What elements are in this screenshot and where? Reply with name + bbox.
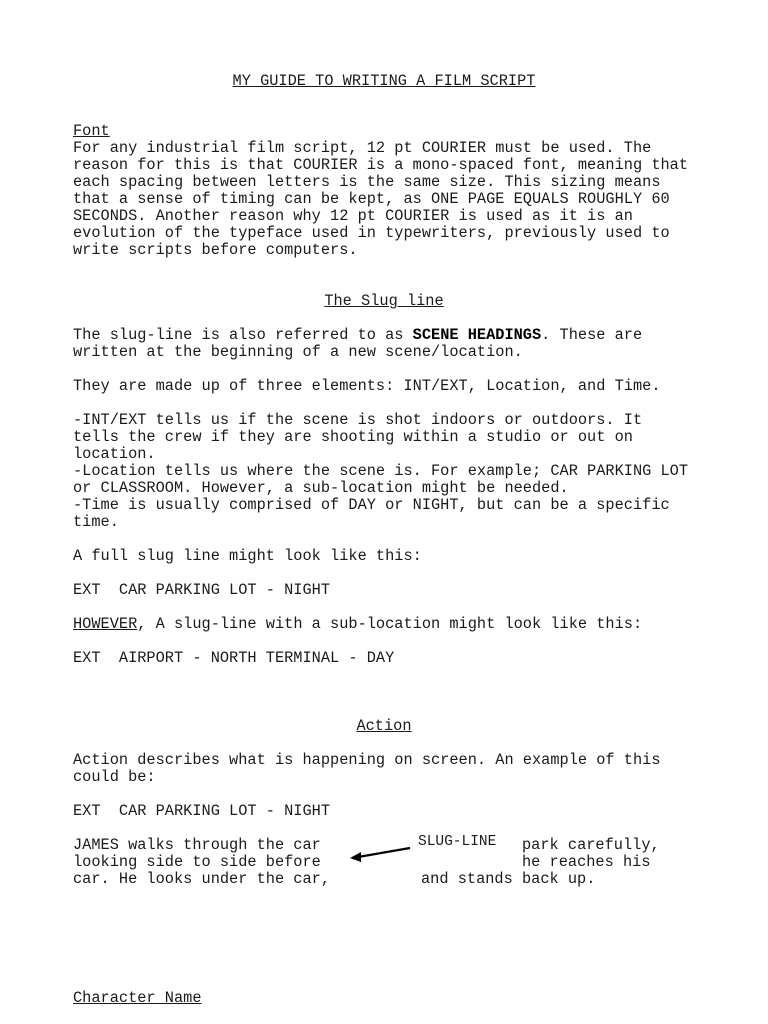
slug-example-2: EXT AIRPORT - NORTH TERMINAL - DAY	[73, 649, 395, 667]
slug-example-1: EXT CAR PARKING LOT - NIGHT	[73, 581, 331, 599]
action-heading: Action	[356, 717, 412, 735]
action-line: could be:	[73, 768, 156, 786]
full-slug-intro: A full slug line might look like this:	[73, 547, 422, 565]
slug-detail-line: or CLASSROOM. However, a sub-location might be needed.	[73, 479, 569, 497]
slug-intro-pre: The slug-line is also referred to as	[73, 326, 413, 344]
action-example-text-right: he reaches his	[522, 853, 651, 871]
font-paragraph-line: For any industrial film script, 12 pt COURIER must be used. The	[73, 139, 652, 157]
slug-detail-line: -Time is usually comprised of DAY or NIGHT, but can be a specific	[73, 496, 670, 514]
however-line	[73, 616, 642, 633]
slug-detail-line: -INT/EXT tells us if the scene is shot indoors or outdoors. It	[73, 411, 643, 429]
action-example-slug: EXT CAR PARKING LOT - NIGHT	[73, 802, 331, 820]
character-name-heading: Character Name	[73, 989, 202, 1007]
action-example-text-left: looking side to side before	[73, 853, 321, 871]
scene-headings-term: SCENE HEADINGS	[412, 326, 542, 344]
slug-line-annotation: SLUG-LINE	[418, 834, 497, 850]
slug-intro-post: . These are	[541, 326, 643, 344]
slug-detail-line: location.	[73, 445, 156, 463]
font-heading: Font	[73, 122, 110, 140]
slug-intro-line2: written at the beginning of a new scene/location.	[73, 343, 523, 361]
font-paragraph-line: SECONDS. Another reason why 12 pt COURIER is used as it is an	[73, 207, 633, 225]
however-rest: , A slug-line with a sub-location might look like this:	[137, 615, 643, 633]
slug-elements-line: They are made up of three elements: INT/EXT, Location, and Time.	[73, 377, 661, 395]
slug-heading: The Slug line	[324, 292, 444, 310]
page-title: MY GUIDE TO WRITING A FILM SCRIPT	[232, 72, 536, 90]
action-example-text-left: car. He looks under the car,	[73, 870, 331, 888]
font-paragraph-line: that a sense of timing can be kept, as ONE PAGE EQUALS ROUGHLY 60	[73, 190, 670, 208]
font-paragraph-line: each spacing between letters is the same size. This sizing means	[73, 173, 661, 191]
font-paragraph-line: reason for this is that COURIER is a mono-spaced font, meaning that	[73, 156, 689, 174]
action-example-text-left: JAMES walks through the car	[73, 836, 321, 854]
however-word: HOWEVER	[73, 615, 138, 633]
font-paragraph-line: write scripts before computers.	[73, 241, 358, 259]
action-example-text-right: park carefully,	[522, 836, 660, 854]
slug-detail-line: tells the crew if they are shooting within a studio or out on	[73, 428, 633, 446]
slug-intro-line	[73, 327, 642, 344]
font-paragraph-line: evolution of the typeface used in typewriters, previously used to	[73, 224, 670, 242]
annotation-arrow-icon	[348, 844, 418, 868]
action-example-text-right: and stands back up.	[421, 870, 596, 888]
slug-detail-line: time.	[73, 513, 119, 531]
action-line: Action describes what is happening on screen. An example of this	[73, 751, 661, 769]
slug-detail-line: -Location tells us where the scene is. For example; CAR PARKING LOT	[73, 462, 689, 480]
